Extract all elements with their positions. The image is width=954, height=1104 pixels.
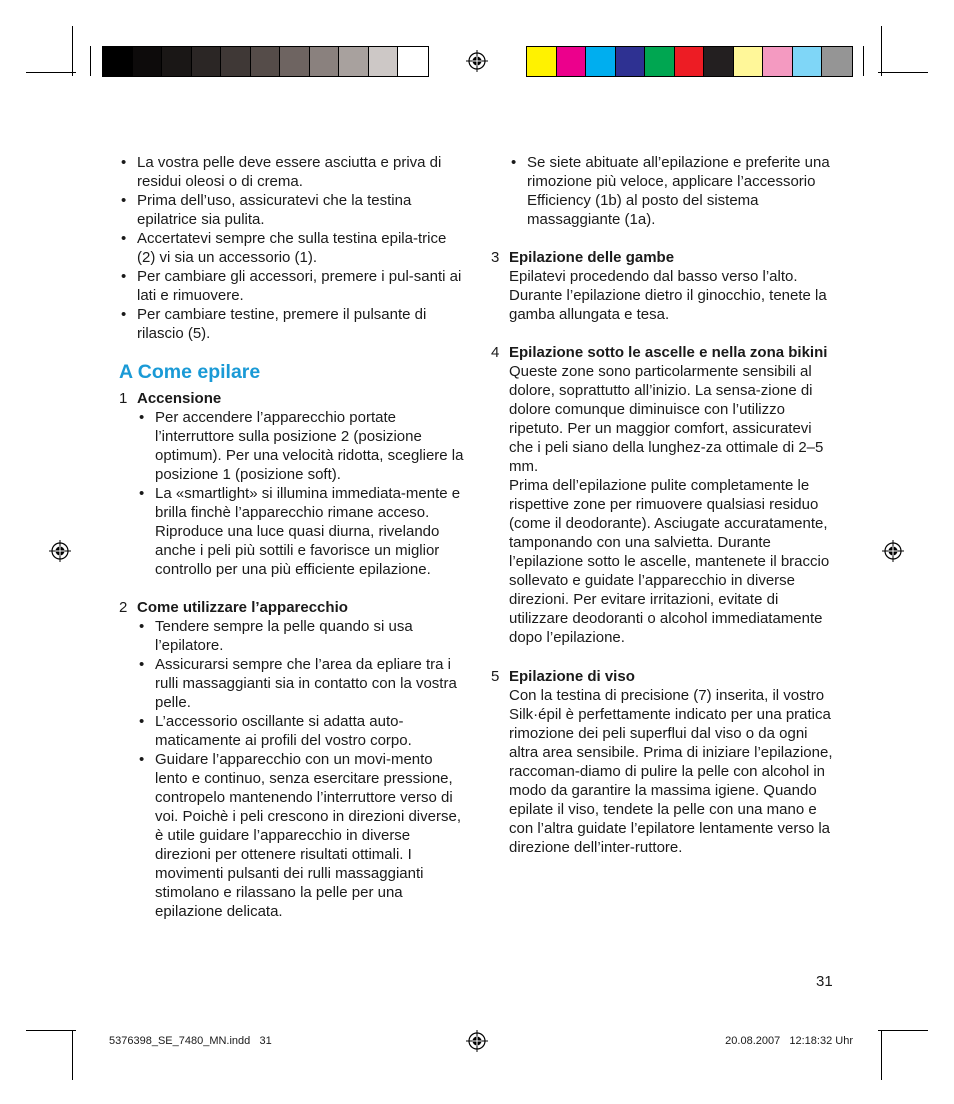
color-swatch <box>586 47 616 76</box>
crop-mark <box>881 1030 882 1080</box>
step-5 <box>491 667 837 857</box>
color-swatch <box>793 47 823 76</box>
color-swatch <box>280 47 310 76</box>
crop-mark <box>863 46 864 76</box>
color-swatch <box>103 47 133 76</box>
grayscale-calibration-bar <box>102 46 429 77</box>
step-heading: Epilazione delle gambe <box>509 249 675 266</box>
intro-bullet: • Prima dell’uso, assicuratevi che la testina epilatrice sia pulita. <box>119 191 465 229</box>
color-swatch <box>527 47 557 76</box>
color-swatch <box>133 47 163 76</box>
step-bullet: • Assicurarsi sempre che l’area da epliare tra i rulli massaggianti sia in contatto con la vostra pelle. <box>137 655 465 712</box>
step-1 <box>119 389 465 408</box>
step-heading: Accensione <box>137 390 222 407</box>
step-bullet: • Per accendere l’apparecchio portate l’interruttore sulla posizione 2 (posizione optimum). Per una velocità ridotta, scegliere la posizione 1 (posizione soft). <box>137 408 465 484</box>
color-swatch <box>616 47 646 76</box>
crop-mark <box>878 72 928 73</box>
step-text: Epilatevi procedendo dal basso verso l’alto. Durante l’epilazione dietro il ginocchio, tenete la gamba allungata e tesa. <box>509 268 827 323</box>
step-heading: Come utilizzare l’apparecchio <box>137 599 348 616</box>
step-bullet: • La «smartlight» si illumina immediata-mente e brilla finchè l’apparecchio rimane acceso. Riproduce una luce quasi diurna, rivelando anche i peli più sottili e favorisce un miglior controllo per una più efficiente epilazione. <box>137 484 465 579</box>
step-bullet: • L’accessorio oscillante si adatta auto-maticamente ai profili del vostro corpo. <box>137 712 465 750</box>
color-swatch <box>822 47 852 76</box>
intro-bullet: • Se siete abituate all’epilazione e preferite una rimozione più veloce, applicare l’accessorio Efficiency (1b) al posto del sistema massaggiante (1a). <box>509 153 837 229</box>
right-column <box>491 153 837 857</box>
crop-mark <box>90 46 91 76</box>
step-2 <box>119 598 465 617</box>
color-swatch <box>734 47 764 76</box>
registration-mark-icon <box>882 540 904 562</box>
section-title: A Come epilare <box>119 361 261 383</box>
timestamp-slug: 20.08.2007 12:18:32 Uhr <box>725 1035 853 1047</box>
step-number: 5 <box>491 668 500 685</box>
color-swatch <box>310 47 340 76</box>
registration-mark-icon <box>466 1030 488 1052</box>
page-number: 31 <box>816 973 833 990</box>
color-swatch <box>557 47 587 76</box>
registration-mark-icon <box>49 540 71 562</box>
step-heading: Epilazione di viso <box>509 668 635 685</box>
color-swatch <box>369 47 399 76</box>
file-slug: 5376398_SE_7480_MN.indd 31 <box>109 1035 272 1047</box>
color-swatch <box>221 47 251 76</box>
crop-mark <box>72 26 73 76</box>
crop-mark <box>72 1030 73 1080</box>
color-swatch <box>645 47 675 76</box>
step-text: Queste zone sono particolarmente sensibili al dolore, soprattutto all’inizio. La sensa-zione di dolore comunque diminuisce con l’utilizzo ripetuto. Per un maggior comfort, assicuratevi che i peli siano della lunghez-za ottimale di 2–5 mm. <box>509 363 824 475</box>
step-bullet: • Guidare l’apparecchio con un movi-mento lento e continuo, senza esercitare pressione, contropelo mantenendo l’interruttore verso di voi. Poichè i peli crescono in direzioni diverse, è utile guidare l’apparecchio in diverse direzioni per ottenere risultati ottimali. I movimenti pulsanti dei rulli massaggianti stimolano e rilassano la pelle per una epilazione delicata. <box>137 750 465 921</box>
step-text: Con la testina di precisione (7) inserita, il vostro Silk·épil è perfettamente indicato per una pratica rimozione dei peli superflui dal viso o da ogni altra area sensibile. Prima di iniziare l’epilazione, raccoman-diamo di pulire la pelle con alcohol in modo da garantire la massima igiene. Quando epilate il viso, tendete la pelle con una mano e con l’altra guidate l’epilatore lentamente verso la direzione dell’inter-ruttore. <box>509 687 833 856</box>
step-number: 3 <box>491 249 500 266</box>
color-swatch <box>398 47 428 76</box>
color-swatch <box>763 47 793 76</box>
intro-bullet: • La vostra pelle deve essere asciutta e priva di residui oleosi o di crema. <box>119 153 465 191</box>
left-column <box>119 153 465 921</box>
step-number: 2 <box>119 599 128 616</box>
intro-bullet: • Accertatevi sempre che sulla testina epila-trice (2) vi sia un accessorio (1). <box>119 229 465 267</box>
color-swatch <box>339 47 369 76</box>
registration-mark-icon <box>466 50 488 72</box>
crop-mark <box>26 72 76 73</box>
crop-mark <box>881 26 882 76</box>
step-4 <box>491 343 837 647</box>
color-swatch <box>192 47 222 76</box>
step-3 <box>491 248 837 324</box>
step-heading: Epilazione sotto le ascelle e nella zona bikini <box>509 344 828 361</box>
step-bullet: • Tendere sempre la pelle quando si usa l’epilatore. <box>137 617 465 655</box>
color-swatch <box>675 47 705 76</box>
step-text: Prima dell’epilazione pulite completamente le rispettive zone per rimuovere qualsiasi residuo (come il deodorante). Asciugate accuratamente, tamponando con una salvietta. Durante l’epilazione sotto le ascelle, mantenete il braccio sollevato e guidate l’apparecchio in diverse direzioni. Per evitare irritazioni, evitate di utilizzare deodoranti o alcohol immediatamente dopo l’epilazione. <box>509 477 830 646</box>
color-swatch <box>251 47 281 76</box>
color-swatch <box>162 47 192 76</box>
color-calibration-bar <box>526 46 853 77</box>
intro-bullet: • Per cambiare testine, premere il pulsante di rilascio (5). <box>119 305 465 343</box>
crop-mark <box>26 1030 76 1031</box>
step-number: 4 <box>491 344 500 361</box>
intro-bullet: • Per cambiare gli accessori, premere i pul-santi ai lati e rimuovere. <box>119 267 465 305</box>
color-swatch <box>704 47 734 76</box>
step-number: 1 <box>119 390 128 407</box>
crop-mark <box>878 1030 928 1031</box>
